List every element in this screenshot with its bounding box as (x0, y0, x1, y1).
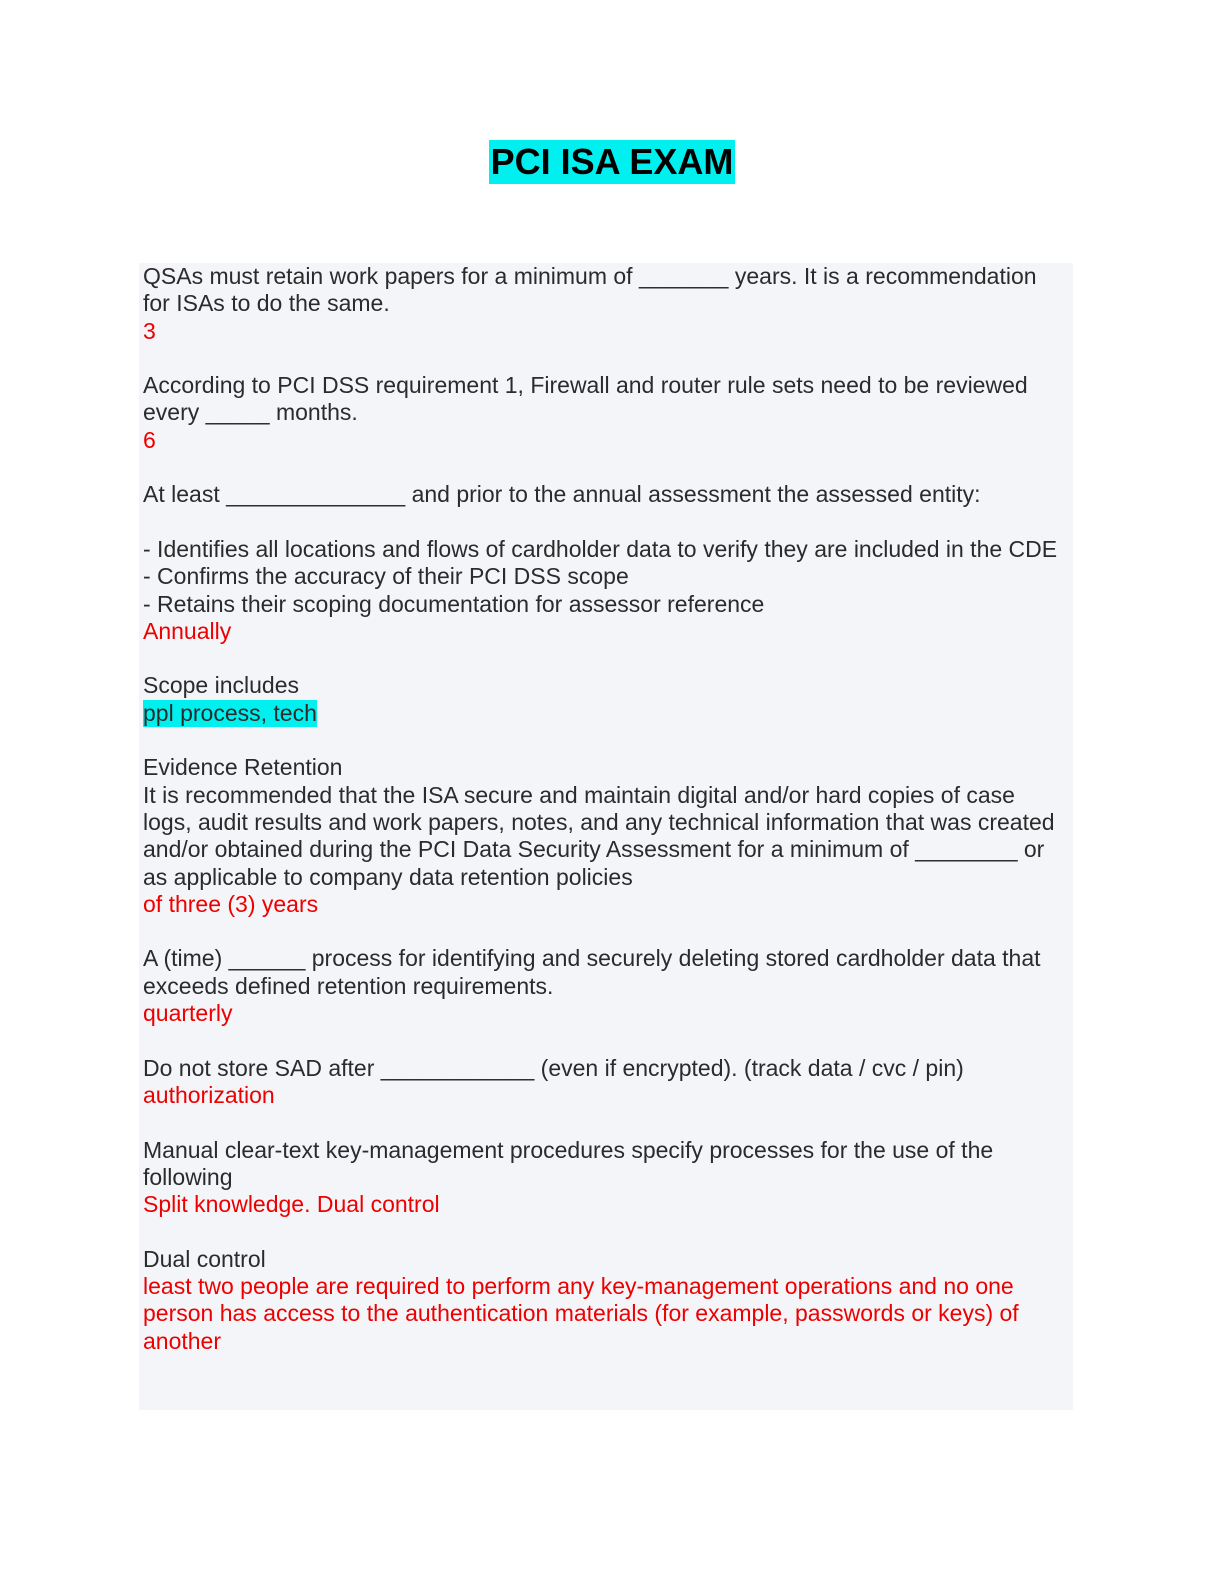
question-text: Scope includes (143, 672, 299, 699)
qa-content (139, 263, 1073, 1410)
answer-text: 6 (143, 426, 156, 453)
answer-text: Annually (143, 617, 232, 644)
highlighted-answer: ppl process, tech (143, 699, 317, 726)
title-container (0, 140, 1224, 184)
question-detail: It is recommended that the ISA secure and maintain digital and/or hard copies of case logs, audit results and work papers, notes, and any technical information that was created and/or obtained during the PCI Data Security Assessment for a minimum of ________ or as applicable to company data retention policies (143, 781, 1061, 890)
question-text: Evidence Retention (143, 754, 343, 781)
answer-text: quarterly (143, 1000, 233, 1027)
page-title: PCI ISA EXAM (490, 141, 734, 182)
question-text: A (time) ______ process for identifying and securely deleting stored cardholder data that exceeds defined retention requirements. (143, 945, 1047, 999)
qa-item (143, 1246, 1069, 1355)
qa-item (143, 372, 1069, 454)
answer-text: of three (3) years (143, 890, 319, 917)
bullet-item: - Identifies all locations and flows of cardholder data to verify they are included in the CDE (143, 535, 1058, 562)
question-text: Dual control (143, 1245, 266, 1272)
qa-item (143, 1137, 1069, 1219)
bullet-item: - Confirms the accuracy of their PCI DSS scope (143, 563, 629, 590)
qa-item (143, 481, 1069, 645)
answer-text: authorization (143, 1081, 275, 1108)
question-text: Do not store SAD after ____________ (even if encrypted). (track data / cvc / pin) (143, 1054, 964, 1081)
answer-line (143, 700, 1069, 727)
question-text: At least ______________ and prior to the annual assessment the assessed entity: (143, 481, 981, 508)
spacer (143, 509, 1069, 536)
question-text: QSAs must retain work papers for a minimum of _______ years. It is a recommendation for ISAs to do the same. (143, 263, 1043, 317)
question-text: According to PCI DSS requirement 1, Firewall and router rule sets need to be reviewed every _____ months. (143, 372, 1035, 426)
qa-item (143, 945, 1069, 1027)
qa-item (143, 1055, 1069, 1110)
qa-item (143, 754, 1069, 918)
answer-text: 3 (143, 317, 156, 344)
answer-text: Split knowledge. Dual control (143, 1191, 440, 1218)
qa-item (143, 672, 1069, 727)
bullet-item: - Retains their scoping documentation for assessor reference (143, 590, 765, 617)
question-text: Manual clear-text key-management procedures specify processes for the use of the following (143, 1136, 1000, 1190)
answer-text: least two people are required to perform any key-management operations and no one person has access to the authentication materials (for example, passwords or keys) of another (143, 1272, 1019, 1354)
qa-item (143, 263, 1069, 345)
